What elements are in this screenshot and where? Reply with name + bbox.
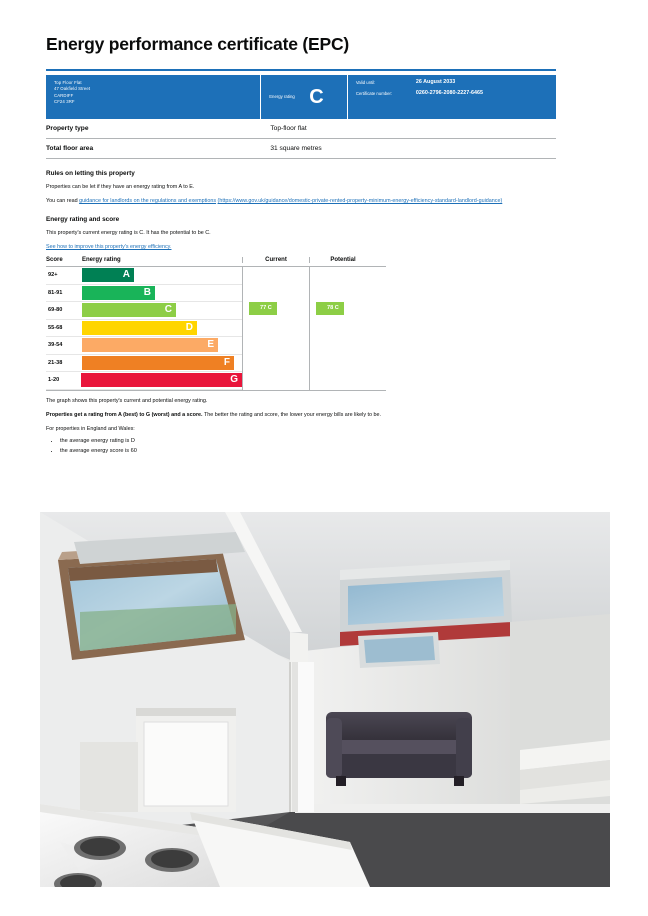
guidance-prefix: You can read — [46, 198, 80, 204]
valid-until-value: 26 August 2033 — [415, 79, 456, 85]
rules-heading: Rules on letting this property — [46, 170, 135, 177]
band-bar-d — [82, 321, 197, 335]
band-bar-g — [81, 373, 242, 387]
energy-rating-heading: Energy rating and score — [46, 216, 120, 223]
band-score: 1-20 — [48, 377, 60, 384]
landlord-guidance-url[interactable]: (https://www.gov.uk/guidance/domestic-private-rented-property-minimum-energy-efficiency-standard-landlord-guidance) — [217, 198, 503, 204]
certificate-number-value: 0260-2796-2080-2227-6465 — [415, 89, 484, 96]
list-item: • the average energy score is 60 — [60, 447, 556, 456]
summary-row-property-type — [46, 119, 556, 139]
band-row-b — [46, 285, 242, 303]
address-line-1: Top Floor Flat — [54, 80, 82, 85]
current-rating-marker: 77 C — [249, 302, 277, 315]
band-score: 21-38 — [48, 359, 63, 366]
chart-bands — [46, 267, 242, 390]
summary-key: Total floor area — [46, 145, 94, 152]
energy-rating-chart — [46, 257, 386, 391]
band-score: 55-68 — [48, 324, 63, 331]
energy-rating-paragraph: This property's current energy rating is C. It has the potential to be C. — [46, 230, 211, 236]
chart-bottom-rule — [46, 390, 386, 391]
scale-note-bold: Properties get a rating from A (best) to G (worst) and a score. — [46, 411, 203, 418]
valid-until-label: Valid until: — [355, 80, 376, 85]
valid-until-row — [356, 80, 548, 86]
property-photo — [40, 512, 610, 887]
average-list — [60, 437, 556, 456]
property-address — [46, 75, 260, 119]
list-item: • the average energy rating is D — [60, 437, 556, 446]
band-letter: G — [230, 374, 238, 386]
energy-rating-letter: C — [309, 86, 324, 108]
chart-col-potential: Potential — [309, 257, 376, 263]
chart-body — [46, 267, 386, 390]
graph-note: The graph shows this property's current and potential energy rating. — [46, 397, 208, 404]
band-bar-f — [82, 356, 234, 370]
scale-note-rest: The better the rating and score, the lower your energy bills are likely to be. — [202, 411, 382, 418]
chart-potential-column — [309, 267, 376, 390]
band-row-a — [46, 267, 242, 285]
summary-key: Property type — [46, 125, 89, 132]
band-letter: C — [164, 304, 172, 316]
band-row-d — [46, 320, 242, 338]
energy-rating-label: Energy rating — [269, 94, 295, 99]
band-bar-e — [82, 338, 218, 352]
loft-room-illustration — [40, 512, 610, 887]
page-title: Energy performance certificate (EPC) — [46, 34, 350, 54]
band-score: 69-80 — [48, 307, 63, 314]
scale-note — [46, 411, 556, 419]
band-letter: A — [122, 269, 130, 281]
summary-row-floor-area — [46, 139, 556, 159]
band-score: 39-54 — [48, 342, 63, 349]
band-score: 81-91 — [48, 289, 63, 296]
address-line-4: CF24 3RF — [54, 99, 75, 105]
band-letter: F — [223, 356, 230, 368]
certificate-banner — [46, 75, 556, 119]
address-line-2: 47 Oakfield Street — [54, 86, 91, 92]
certificate-details — [347, 75, 556, 119]
certificate-number-row — [356, 91, 548, 97]
chart-col-rating: Energy rating — [82, 257, 121, 263]
landlord-guidance-link[interactable]: guidance for landlords on the regulations and exemptions — [79, 198, 217, 204]
address-line-3: CARDIFF — [54, 92, 74, 98]
band-row-c — [46, 302, 242, 320]
potential-rating-marker: 78 C — [316, 302, 344, 315]
chart-col-score: Score — [46, 257, 63, 263]
document-content — [46, 34, 556, 457]
rules-paragraph: Properties can be let if they have an energy rating from A to E. — [46, 184, 195, 190]
energy-rating-summary — [260, 75, 347, 119]
band-bar-a — [82, 268, 134, 282]
england-wales-note: For properties in England and Wales: — [46, 425, 135, 432]
band-letter: D — [185, 321, 193, 333]
summary-value: Top-floor flat — [270, 125, 307, 132]
title-divider — [46, 69, 556, 71]
improve-efficiency-link[interactable]: See how to improve this property's energy efficiency. — [46, 244, 172, 250]
band-letter: E — [207, 339, 214, 351]
band-row-f — [46, 355, 242, 373]
band-row-g — [46, 372, 242, 390]
summary-value: 31 square metres — [270, 145, 322, 152]
band-score: 92+ — [48, 272, 58, 279]
chart-current-column — [242, 267, 309, 390]
certificate-number-label: Certificate number: — [355, 90, 393, 96]
improve-efficiency-line — [46, 243, 556, 251]
band-row-e — [46, 337, 242, 355]
band-letter: B — [143, 286, 151, 298]
chart-col-current: Current — [242, 257, 309, 263]
band-bar-c — [82, 303, 176, 317]
chart-header-row — [46, 257, 386, 267]
band-bar-b — [82, 286, 155, 300]
guidance-line — [46, 197, 556, 205]
